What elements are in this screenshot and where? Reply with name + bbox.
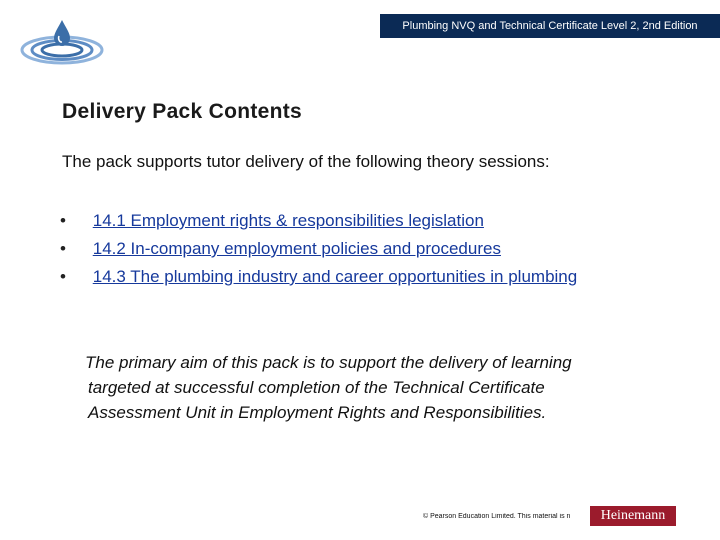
session-list bbox=[60, 207, 577, 291]
slide-title: Delivery Pack Contents bbox=[62, 100, 303, 123]
session-item bbox=[60, 207, 577, 235]
session-item bbox=[60, 263, 577, 291]
publisher-logo: Heinemann bbox=[590, 506, 676, 526]
session-link-14-2[interactable]: 14.2 In-company employment policies and procedures bbox=[92, 239, 501, 258]
copyright-notice: © Pearson Education Limited. This material is n bbox=[423, 513, 571, 520]
water-drop-ripples-icon bbox=[18, 16, 106, 68]
bullet: • bbox=[60, 211, 66, 230]
intro-text: The pack supports tutor delivery of the following theory sessions: bbox=[62, 152, 550, 171]
course-title: Plumbing NVQ and Technical Certificate Level 2, 2nd Edition bbox=[402, 20, 698, 32]
aim-statement bbox=[85, 350, 675, 425]
session-link-14-1[interactable]: 14.1 Employment rights & responsibilities legislation bbox=[92, 211, 484, 230]
session-item bbox=[60, 235, 577, 263]
aim-line: targeted at successful completion of the Technical Certificate bbox=[88, 378, 545, 397]
aim-line: The primary aim of this pack is to support the delivery of learning bbox=[85, 353, 572, 372]
course-title-banner bbox=[380, 14, 720, 38]
session-link-14-3[interactable]: 14.3 The plumbing industry and career opportunities in plumbing bbox=[92, 267, 578, 286]
bullet: • bbox=[60, 239, 66, 258]
aim-line: Assessment Unit in Employment Rights and Responsibilities. bbox=[88, 403, 547, 422]
bullet: • bbox=[60, 267, 66, 286]
